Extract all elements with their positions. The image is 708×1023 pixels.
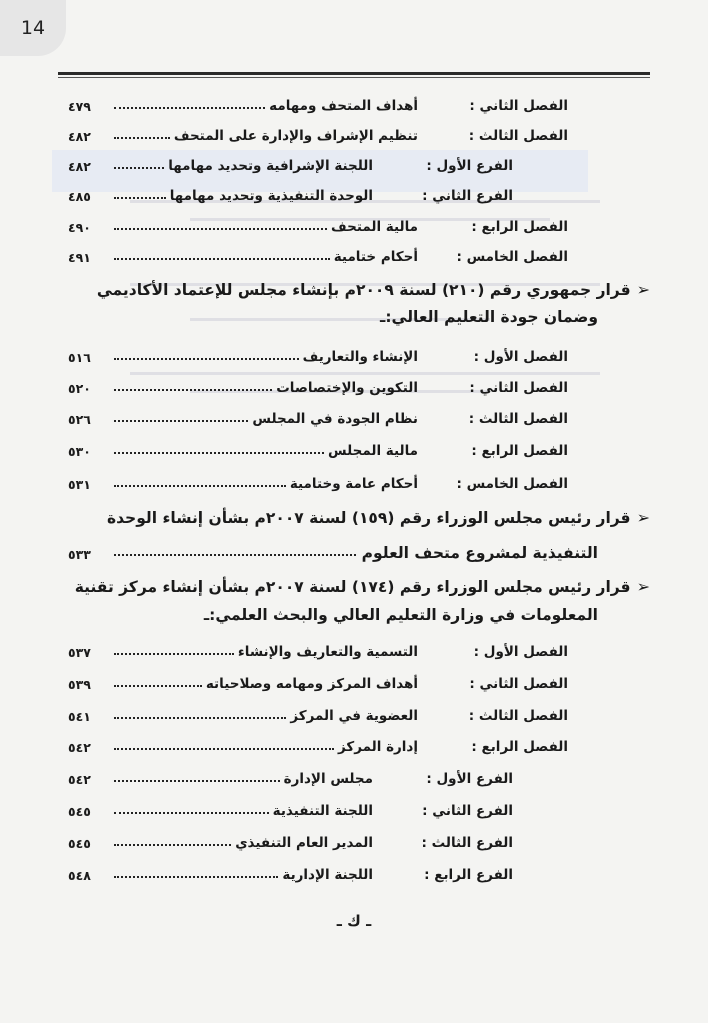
entry-label: الفرع الأول :	[426, 158, 513, 174]
entry-title: التكوين والإختصاصات	[276, 380, 418, 396]
entry-title: أحكام عامة وختامية	[289, 476, 418, 492]
page-ref: ٤٨٥	[68, 189, 91, 204]
entry-label: الفصل الأول :	[473, 644, 568, 660]
dot-leader	[114, 137, 170, 139]
page-ref: ٥٣٠	[68, 444, 91, 459]
toc-entry	[68, 343, 568, 365]
entry-title: نظام الجودة في المجلس	[252, 411, 418, 427]
page-ref: ٥٣١	[68, 477, 91, 492]
entry-title: مالية المجلس	[328, 443, 418, 459]
page-ref: ٥٣٧	[68, 645, 91, 660]
entry-title: اللجنة الإدارية	[282, 867, 373, 883]
arrow-bullet-icon: ➢	[636, 280, 650, 299]
dot-leader	[114, 812, 269, 814]
page-ref: ٥٤٢	[68, 772, 91, 787]
page-ref: ٥٤١	[68, 709, 91, 724]
page-ref: ٥٤٥	[68, 804, 91, 819]
toc-entry	[68, 374, 568, 396]
arrow-bullet-icon: ➢	[636, 508, 650, 527]
entry-title: العضوية في المركز	[290, 708, 418, 724]
entry-title: المدير العام التنفيذي	[235, 835, 373, 851]
toc-entry	[68, 470, 568, 492]
dot-leader	[114, 554, 356, 556]
toc-entry-sub	[68, 765, 513, 787]
entry-label: الفصل الرابع :	[471, 443, 568, 459]
entry-title: إدارة المركز	[337, 739, 418, 755]
entry-label: الفصل الخامس :	[456, 249, 568, 265]
entry-title: مجلس الإدارة	[283, 771, 373, 787]
dot-leader	[114, 780, 280, 782]
toc-entry-sub	[68, 861, 513, 883]
page-number-badge: 14	[0, 0, 66, 56]
dot-leader	[114, 107, 265, 109]
entry-title: أحكام ختامية	[333, 249, 418, 265]
page-ref: ٤٩٠	[68, 220, 91, 235]
decree-entry	[68, 538, 598, 562]
entry-title: أهداف المتحف ومهامه	[269, 98, 418, 114]
toc-entry	[68, 213, 568, 235]
toc-entry-sub	[68, 797, 513, 819]
toc-entry	[68, 437, 568, 459]
entry-title: اللجنة الإشرافية وتحديد مهامها	[168, 158, 373, 174]
entry-label: الفصل الثالث :	[468, 128, 568, 144]
decree-heading	[68, 577, 650, 596]
header-rule	[58, 72, 650, 75]
entry-label: الفصل الخامس :	[456, 476, 568, 492]
entry-label: الفصل الثاني :	[469, 98, 568, 114]
dot-leader	[114, 358, 299, 360]
entry-label: الفصل الثاني :	[469, 676, 568, 692]
entry-title: أهداف المركز ومهامه وصلاحياته	[205, 676, 418, 692]
entry-label: الفرع الثاني :	[422, 803, 513, 819]
dot-leader	[114, 197, 166, 199]
page-ref: ٥٣٣	[68, 547, 91, 562]
page-ref: ٤٨٢	[68, 129, 91, 144]
toc-entry	[68, 670, 568, 692]
page-ref: ٥٢٠	[68, 381, 91, 396]
dot-leader	[114, 653, 234, 655]
decree-heading	[68, 280, 650, 299]
dot-leader	[114, 228, 327, 230]
page-ref: ٥٤٢	[68, 740, 91, 755]
dot-leader	[114, 452, 324, 454]
dot-leader	[114, 748, 334, 750]
decree-title-line2: المعلومات في وزارة التعليم العالي والبحث العلمي:ـ	[203, 606, 598, 624]
page-ref: ٥٣٩	[68, 677, 91, 692]
decree-heading	[68, 508, 650, 527]
entry-label: الفصل الثاني :	[469, 380, 568, 396]
page-ref: ٤٩١	[68, 250, 91, 265]
dot-leader	[114, 167, 164, 169]
entry-label: الفصل الثالث :	[468, 708, 568, 724]
dot-leader	[114, 420, 248, 422]
entry-label: الفرع الثالث :	[421, 835, 513, 851]
decree-title-line2: التنفيذية لمشروع متحف العلوم	[361, 544, 598, 562]
page-ref: ٤٨٢	[68, 159, 91, 174]
decree-title-line2: وضمان جودة التعليم العالي:ـ	[380, 308, 598, 326]
toc-entry	[68, 405, 568, 427]
dot-leader	[114, 685, 202, 687]
dot-leader	[114, 844, 231, 846]
page-ref: ٥٤٥	[68, 836, 91, 851]
entry-title: مالية المتحف	[331, 219, 418, 235]
dot-leader	[114, 485, 286, 487]
decree-title-line1: قرار جمهوري رقم (٢١٠) لسنة ٢٠٠٩م بإنشاء مجلس للإعتماد الأكاديمي	[96, 281, 631, 299]
page-footer: ـ ك ـ	[336, 912, 372, 930]
page-ref: ٥٢٦	[68, 412, 91, 427]
toc-entry	[68, 92, 568, 114]
entry-label: الفصل الثالث :	[468, 411, 568, 427]
toc-entry	[68, 122, 568, 144]
entry-label: الفرع الأول :	[426, 771, 513, 787]
toc-entry	[68, 243, 568, 265]
dot-leader	[114, 717, 286, 719]
entry-label: الفرع الرابع :	[424, 867, 513, 883]
dot-leader	[114, 876, 278, 878]
entry-title: الوحدة التنفيذية وتحديد مهامها	[169, 188, 373, 204]
header-rule-thin	[58, 77, 650, 78]
entry-title: تنظيم الإشراف والإدارة على المتحف	[173, 128, 418, 144]
toc-entry	[68, 638, 568, 660]
toc-entry-sub	[68, 829, 513, 851]
page-ref: ٥١٦	[68, 350, 91, 365]
entry-label: الفصل الرابع :	[471, 219, 568, 235]
entry-title: التسمية والتعاريف والإنشاء	[237, 644, 418, 660]
dot-leader	[114, 389, 272, 391]
toc-entry	[68, 702, 568, 724]
entry-label: الفصل الرابع :	[471, 739, 568, 755]
entry-label: الفصل الأول :	[473, 349, 568, 365]
dot-leader	[114, 258, 330, 260]
page-ref: ٥٤٨	[68, 868, 91, 883]
page-ref: ٤٧٩	[68, 99, 91, 114]
entry-label: الفرع الثاني :	[422, 188, 513, 204]
toc-entry-sub	[68, 182, 513, 204]
entry-title: اللجنة التنفيذية	[272, 803, 373, 819]
toc-entry	[68, 733, 568, 755]
decree-title-line1: قرار رئيس مجلس الوزراء رقم (١٥٩) لسنة ٢٠٠٧م بشأن إنشاء الوحدة	[106, 509, 631, 527]
decree-title-line1: قرار رئيس مجلس الوزراء رقم (١٧٤) لسنة ٢٠٠٧م بشأن إنشاء مركز تقنية	[74, 578, 631, 596]
arrow-bullet-icon: ➢	[636, 577, 650, 596]
entry-title: الإنشاء والتعاريف	[302, 349, 418, 365]
toc-entry-sub	[68, 152, 513, 174]
